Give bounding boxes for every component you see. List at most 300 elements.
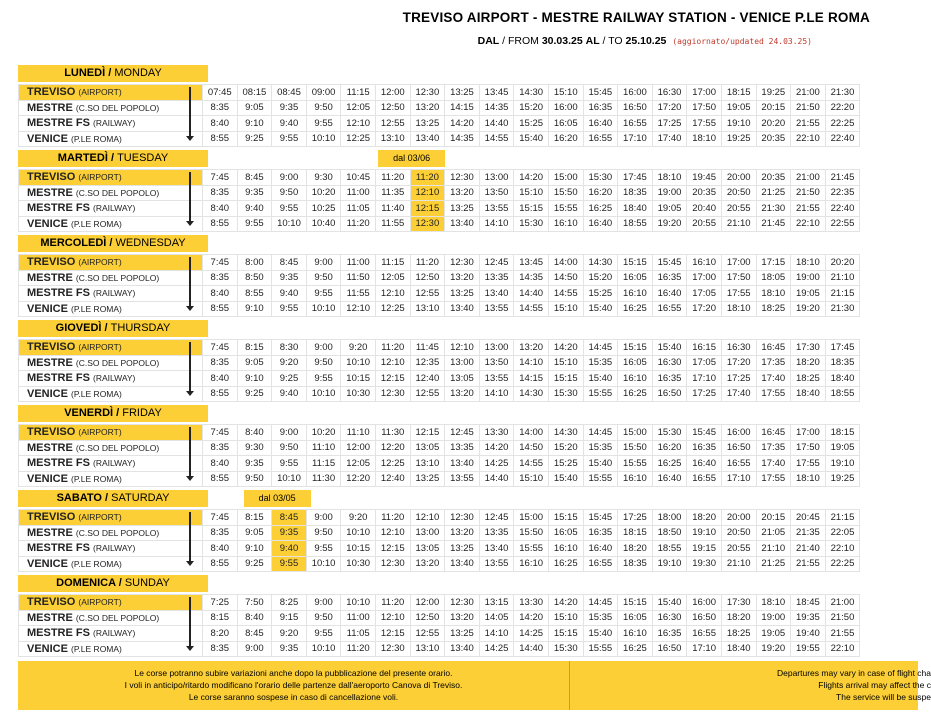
departure-time: 12:30: [375, 641, 410, 657]
departure-time: 15:30: [514, 216, 549, 232]
departure-time: 15:20: [583, 270, 618, 286]
departure-time: 13:15: [479, 595, 514, 611]
stop-row: [19, 216, 860, 232]
departure-time: 09:00: [306, 85, 341, 101]
departure-time: 17:55: [756, 471, 791, 487]
departure-time: 12:15: [410, 425, 445, 441]
stop-label: MESTRE FS: [27, 627, 90, 640]
departure-time: 9:55: [306, 116, 341, 132]
departure-time: 17:30: [721, 595, 756, 611]
stop-name: [19, 85, 203, 101]
day-name-it: VENERDÌ: [64, 407, 114, 419]
departure-time: 9:30: [306, 170, 341, 186]
departure-time: 17:20: [721, 355, 756, 371]
departure-time: 14:40: [479, 116, 514, 132]
stop-sublabel: (AIRPORT): [78, 257, 122, 268]
departure-time: 12:15: [375, 541, 410, 557]
stop-sublabel: (RAILWAY): [93, 543, 136, 554]
departure-time: 9:20: [341, 340, 376, 356]
day-name-en: MONDAY: [114, 67, 162, 79]
stop-name: [19, 116, 203, 132]
departure-time: 20:15: [756, 510, 791, 526]
stop-label: MESTRE FS: [27, 117, 90, 130]
departure-time: 16:20: [583, 185, 618, 201]
departure-time: 13:20: [514, 340, 549, 356]
departure-time: 16:10: [687, 255, 722, 271]
departure-time: 16:35: [583, 100, 618, 116]
departure-time: 17:50: [791, 440, 826, 456]
departure-time: 13:10: [410, 301, 445, 317]
departure-time: 22:10: [791, 131, 826, 147]
stop-row: [19, 286, 860, 302]
stop-label: VENICE: [27, 557, 68, 570]
departure-time: 8:55: [203, 556, 238, 572]
departure-time: 9:25: [237, 386, 272, 402]
departure-time: 13:35: [445, 440, 480, 456]
stop-row: [19, 610, 860, 626]
departure-time: 12:10: [375, 286, 410, 302]
departure-time: 21:35: [791, 525, 826, 541]
validity-period: DAL / FROM 30.03.25 AL / TO 25.10.25 (aggiornato/updated 24.03.25): [477, 35, 812, 47]
departure-time: 15:15: [618, 340, 653, 356]
departure-time: 8:45: [237, 626, 272, 642]
departure-time: 9:55: [306, 626, 341, 642]
departure-time: 12:20: [375, 440, 410, 456]
stop-label: TREVISO: [27, 511, 76, 524]
departure-time: 19:10: [721, 116, 756, 132]
footer-it-line: I voli in anticipo/ritardo modificano l'orario delle partenze dall'aeroporto Canova di Treviso.: [124, 680, 463, 690]
departure-time: 14:20: [514, 610, 549, 626]
stop-row: [19, 641, 860, 657]
departure-time: 10:10: [306, 131, 341, 147]
departure-time: 14:00: [548, 255, 583, 271]
day-label: MARTEDÌ / TUESDAY: [18, 150, 208, 167]
departure-time: 9:00: [306, 340, 341, 356]
stop-name: [19, 371, 203, 387]
day-name-it: DOMENICA: [56, 577, 116, 589]
departure-time: 8:55: [203, 216, 238, 232]
stop-sublabel: (C.SO DEL POPOLO): [75, 272, 160, 283]
stop-sublabel: (P.LE ROMA): [71, 303, 122, 314]
departure-time: 13:00: [479, 170, 514, 186]
departure-time: 9:55: [306, 541, 341, 557]
departure-time: 19:10: [825, 456, 860, 472]
departure-time: 17:35: [756, 440, 791, 456]
departure-time: 11:35: [375, 185, 410, 201]
departure-time: 17:05: [687, 286, 722, 302]
departure-time: 8:45: [272, 510, 307, 526]
departure-time: 14:25: [514, 626, 549, 642]
departure-time: 13:55: [479, 556, 514, 572]
departure-time: 14:05: [479, 610, 514, 626]
departure-time: 10:10: [341, 525, 376, 541]
departure-time: 18:55: [618, 216, 653, 232]
stop-label: MESTRE FS: [27, 457, 90, 470]
departure-time: 19:00: [756, 610, 791, 626]
departure-time: 10:10: [306, 301, 341, 317]
departure-time: 11:20: [375, 595, 410, 611]
departure-time: 21:10: [721, 556, 756, 572]
day-name-en: SATURDAY: [111, 492, 170, 504]
departure-time: 22:40: [825, 201, 860, 217]
departure-time: 20:55: [687, 216, 722, 232]
departure-time: 14:30: [548, 425, 583, 441]
departure-time: 17:00: [721, 255, 756, 271]
departure-time: 11:20: [341, 216, 376, 232]
departure-time: 15:40: [583, 626, 618, 642]
departure-time: 17:00: [687, 85, 722, 101]
stop-sublabel: (RAILWAY): [93, 628, 136, 639]
departure-time: 12:55: [410, 286, 445, 302]
departure-time: 9:55: [272, 556, 307, 572]
from-date: 30.03.25: [541, 35, 583, 47]
departure-time: 8:50: [237, 270, 272, 286]
stop-name: [19, 595, 203, 611]
stop-sublabel: (AIRPORT): [78, 427, 122, 438]
departure-time: 16:25: [652, 456, 687, 472]
departure-time: 14:40: [514, 286, 549, 302]
departure-time: 13:20: [445, 185, 480, 201]
departure-time: 15:30: [548, 641, 583, 657]
departure-time: 16:10: [618, 626, 653, 642]
stop-sublabel: (RAILWAY): [93, 373, 136, 384]
departure-time: 18:10: [721, 301, 756, 317]
stop-row: [19, 85, 860, 101]
departure-time: 13:45: [514, 255, 549, 271]
stop-label: VENICE: [27, 217, 68, 230]
departure-time: 12:10: [445, 340, 480, 356]
departure-time: 16:35: [687, 440, 722, 456]
departure-time: 19:40: [791, 626, 826, 642]
departure-time: 19:05: [756, 626, 791, 642]
departure-time: 12:30: [410, 85, 445, 101]
departure-time: 13:25: [445, 201, 480, 217]
day-name-en: SUNDAY: [124, 577, 170, 589]
departure-time: 22:35: [825, 185, 860, 201]
stop-label: MESTRE: [27, 186, 73, 199]
date-note: dal 03/05: [244, 490, 311, 507]
departure-time: 16:05: [618, 610, 653, 626]
departure-time: 9:00: [306, 255, 341, 271]
departure-time: 21:10: [825, 270, 860, 286]
stop-label: VENICE: [27, 642, 68, 655]
departure-time: 10:40: [306, 216, 341, 232]
direction-arrow-icon: [189, 172, 191, 222]
departure-time: 18:10: [687, 131, 722, 147]
departure-time: 12:35: [410, 355, 445, 371]
stop-name: [19, 510, 203, 526]
departure-time: 18:55: [652, 541, 687, 557]
departure-time: 17:40: [756, 371, 791, 387]
stop-label: MESTRE FS: [27, 372, 90, 385]
departure-time: 15:10: [548, 355, 583, 371]
stop-sublabel: (RAILWAY): [93, 458, 136, 469]
departure-time: 13:00: [445, 355, 480, 371]
departure-time: 12:40: [375, 471, 410, 487]
departure-time: 16:25: [618, 641, 653, 657]
departure-time: 15:25: [514, 116, 549, 132]
departure-time: 16:00: [721, 425, 756, 441]
departure-time: 17:20: [652, 100, 687, 116]
departure-time: 15:45: [583, 510, 618, 526]
direction-arrow-icon: [189, 427, 191, 477]
departure-time: 17:05: [687, 355, 722, 371]
departure-time: 17:25: [687, 386, 722, 402]
departure-time: 9:55: [272, 456, 307, 472]
departure-time: 17:10: [618, 131, 653, 147]
stop-label: TREVISO: [27, 256, 76, 269]
departure-time: 14:45: [583, 340, 618, 356]
departure-time: 13:55: [479, 201, 514, 217]
stop-row: [19, 425, 860, 441]
departure-time: 16:05: [548, 116, 583, 132]
departure-time: 19:05: [825, 440, 860, 456]
departure-time: 22:20: [825, 100, 860, 116]
stop-sublabel: (RAILWAY): [93, 118, 136, 129]
departure-time: 15:25: [583, 286, 618, 302]
departure-time: 12:30: [445, 510, 480, 526]
departure-time: 21:00: [825, 595, 860, 611]
stop-name: [19, 355, 203, 371]
departure-time: 21:00: [791, 85, 826, 101]
departure-time: 15:35: [583, 440, 618, 456]
departure-time: 16:40: [583, 541, 618, 557]
departure-time: 12:10: [375, 610, 410, 626]
departure-time: 10:10: [272, 471, 307, 487]
departure-time: 16:45: [756, 425, 791, 441]
departure-time: 7:45: [203, 425, 238, 441]
departure-time: 12:15: [375, 626, 410, 642]
stop-row: [19, 170, 860, 186]
departure-time: 16:25: [548, 556, 583, 572]
stop-name: [19, 170, 203, 186]
departure-time: 9:35: [272, 525, 307, 541]
departure-time: 16:10: [548, 541, 583, 557]
departure-time: 9:10: [237, 116, 272, 132]
departure-time: 16:55: [583, 131, 618, 147]
stop-name: [19, 456, 203, 472]
departure-time: 12:10: [341, 116, 376, 132]
departure-time: 20:55: [721, 541, 756, 557]
stop-sublabel: (C.SO DEL POPOLO): [75, 357, 160, 368]
departure-time: 19:05: [721, 100, 756, 116]
stop-sublabel: (P.LE ROMA): [71, 388, 122, 399]
departure-time: 21:15: [825, 286, 860, 302]
departure-time: 18:25: [721, 626, 756, 642]
departure-time: 14:50: [514, 440, 549, 456]
departure-time: 9:20: [341, 510, 376, 526]
stop-label: MESTRE: [27, 526, 73, 539]
departure-time: 18:20: [618, 541, 653, 557]
departure-time: 16:35: [652, 371, 687, 387]
timetable-title: TREVISO AIRPORT - MESTRE RAILWAY STATION - VENICE P.LE ROMA: [402, 10, 870, 25]
departure-time: 08:15: [237, 85, 272, 101]
stop-row: [19, 116, 860, 132]
departure-time: 9:40: [272, 386, 307, 402]
departure-time: 13:35: [479, 525, 514, 541]
stop-label: MESTRE: [27, 101, 73, 114]
departure-time: 12:50: [410, 610, 445, 626]
departure-time: 12:15: [375, 371, 410, 387]
departure-time: 14:20: [479, 440, 514, 456]
departure-time: 15:10: [548, 301, 583, 317]
stop-name: [19, 556, 203, 572]
departure-time: 17:15: [756, 255, 791, 271]
departure-time: 9:40: [272, 116, 307, 132]
departure-time: 19:10: [687, 525, 722, 541]
departure-time: 11:15: [341, 85, 376, 101]
stop-sublabel: (RAILWAY): [93, 288, 136, 299]
departure-time: 9:50: [306, 525, 341, 541]
departure-time: 12:30: [445, 255, 480, 271]
departure-time: 11:00: [341, 185, 376, 201]
day-name-it: LUNEDÌ: [64, 67, 106, 79]
departure-time: 11:00: [341, 610, 376, 626]
stop-name: [19, 471, 203, 487]
departure-time: 21:55: [791, 201, 826, 217]
departure-time: 19:05: [652, 201, 687, 217]
departure-time: 10:15: [341, 371, 376, 387]
departure-time: 11:00: [341, 255, 376, 271]
departure-time: 9:55: [272, 201, 307, 217]
departure-time: 16:55: [652, 301, 687, 317]
departure-time: 13:25: [410, 471, 445, 487]
departure-time: 12:30: [375, 386, 410, 402]
footer-it-line: Le corse saranno sospese in caso di cancellazione voli.: [188, 692, 399, 702]
departure-time: 11:20: [375, 510, 410, 526]
departure-time: 21:45: [825, 170, 860, 186]
departure-time: 16:50: [618, 100, 653, 116]
departure-time: 10:10: [272, 216, 307, 232]
departure-time: 15:20: [514, 100, 549, 116]
stop-label: TREVISO: [27, 341, 76, 354]
departure-time: 18:25: [756, 301, 791, 317]
departure-time: 22:25: [825, 116, 860, 132]
departure-time: 13:35: [479, 270, 514, 286]
departure-time: 11:40: [375, 201, 410, 217]
departure-time: 14:10: [479, 386, 514, 402]
departure-time: 16:30: [721, 340, 756, 356]
departure-time: 14:35: [479, 100, 514, 116]
departure-time: 9:50: [306, 270, 341, 286]
departure-time: 18:20: [687, 510, 722, 526]
departure-time: 12:15: [410, 201, 445, 217]
departure-time: 9:50: [306, 355, 341, 371]
departure-time: 17:50: [687, 100, 722, 116]
departure-time: 19:25: [825, 471, 860, 487]
departure-time: 9:00: [272, 425, 307, 441]
departure-time: 14:15: [445, 100, 480, 116]
departure-time: 7:45: [203, 340, 238, 356]
departure-time: 22:55: [825, 216, 860, 232]
departure-time: 11:20: [375, 340, 410, 356]
departure-time: 9:35: [272, 641, 307, 657]
departure-time: 19:35: [791, 610, 826, 626]
stop-sublabel: (P.LE ROMA): [71, 558, 122, 569]
departure-time: 17:00: [791, 425, 826, 441]
departure-time: 12:05: [375, 270, 410, 286]
departure-time: 15:40: [548, 471, 583, 487]
stop-row: [19, 301, 860, 317]
departure-time: 8:35: [203, 100, 238, 116]
departure-time: 21:30: [825, 301, 860, 317]
departure-time: 17:00: [687, 270, 722, 286]
departure-time: 8:00: [237, 255, 272, 271]
departure-time: 14:35: [445, 131, 480, 147]
departure-time: 22:25: [825, 556, 860, 572]
schedule-table: [18, 339, 860, 402]
departure-time: 18:40: [721, 641, 756, 657]
departure-time: 9:55: [272, 301, 307, 317]
departure-time: 8:35: [203, 641, 238, 657]
departure-time: 15:55: [583, 641, 618, 657]
departure-time: 14:30: [514, 85, 549, 101]
departure-time: 15:30: [652, 425, 687, 441]
departure-time: 12:40: [410, 371, 445, 387]
departure-time: 13:20: [410, 556, 445, 572]
departure-time: 15:45: [687, 425, 722, 441]
stop-name: [19, 131, 203, 147]
departure-time: 17:55: [791, 456, 826, 472]
departure-time: 19:20: [791, 301, 826, 317]
departure-time: 20:00: [721, 510, 756, 526]
departure-time: 13:25: [445, 85, 480, 101]
departure-time: 16:10: [618, 286, 653, 302]
departure-time: 12:30: [445, 595, 480, 611]
departure-time: 13:20: [445, 610, 480, 626]
stop-row: [19, 201, 860, 217]
departure-time: 9:20: [272, 626, 307, 642]
departure-time: 9:00: [237, 641, 272, 657]
departure-time: 11:10: [341, 425, 376, 441]
departure-time: 9:50: [306, 610, 341, 626]
departure-time: 17:40: [721, 386, 756, 402]
departure-time: 15:40: [583, 371, 618, 387]
departure-time: 14:10: [514, 355, 549, 371]
departure-time: 9:40: [272, 541, 307, 557]
to-label: TO: [608, 35, 623, 47]
stop-row: [19, 471, 860, 487]
departure-time: 16:25: [618, 301, 653, 317]
departure-time: 18:35: [618, 556, 653, 572]
departure-time: 14:10: [479, 626, 514, 642]
departure-time: 15:40: [583, 456, 618, 472]
departure-time: 18:10: [652, 170, 687, 186]
stop-name: [19, 201, 203, 217]
departure-time: 10:10: [306, 556, 341, 572]
departure-time: 21:10: [756, 541, 791, 557]
departure-time: 9:10: [237, 371, 272, 387]
departure-time: 15:00: [514, 510, 549, 526]
al-label: AL: [585, 35, 600, 47]
departure-time: 15:55: [583, 471, 618, 487]
departure-time: 16:55: [687, 626, 722, 642]
departure-time: 8:35: [203, 270, 238, 286]
departure-time: 15:25: [548, 456, 583, 472]
stop-row: [19, 456, 860, 472]
departure-time: 10:10: [341, 595, 376, 611]
departure-time: 8:35: [203, 185, 238, 201]
departure-time: 13:25: [445, 286, 480, 302]
day-name-en: THURSDAY: [110, 322, 171, 334]
departure-time: 12:10: [410, 185, 445, 201]
departure-time: 21:25: [756, 556, 791, 572]
stop-label: MESTRE: [27, 441, 73, 454]
departure-time: 13:40: [445, 641, 480, 657]
departure-time: 21:55: [825, 626, 860, 642]
departure-time: 9:05: [237, 525, 272, 541]
departure-time: 20:15: [756, 100, 791, 116]
